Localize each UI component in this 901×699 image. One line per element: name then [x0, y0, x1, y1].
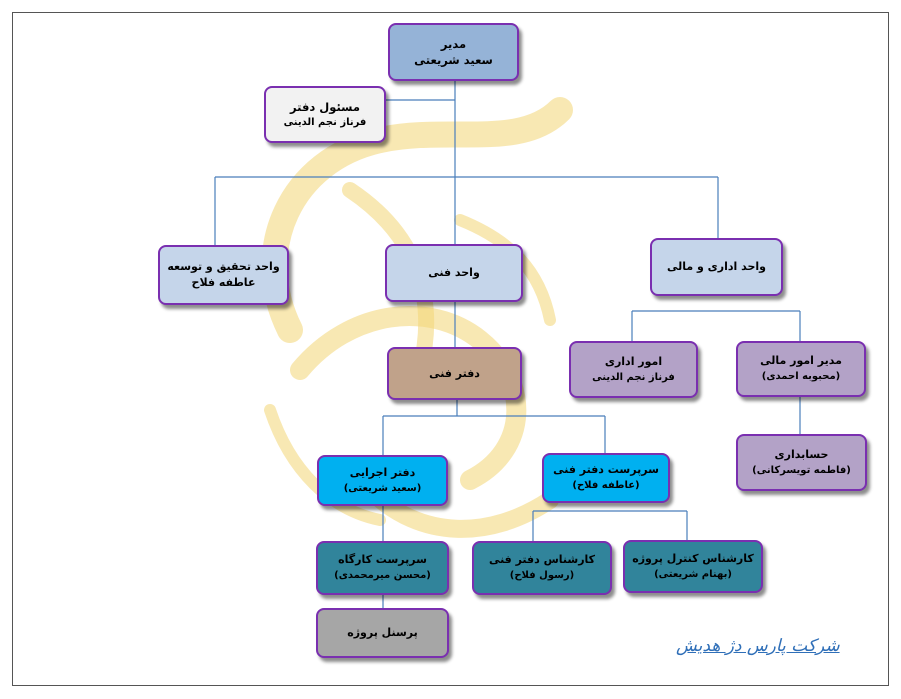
project-control-expert-box	[623, 540, 763, 593]
office-head-box	[264, 86, 386, 143]
finance-manager-title: مدیر امور مالی	[760, 354, 842, 367]
finance-manager-box	[736, 341, 866, 397]
executive-office-name: (سعید شریعتی)	[343, 482, 422, 494]
project-control-expert-title: کارشناس کنترل پروژه	[632, 551, 754, 565]
accounting-box	[736, 434, 867, 491]
admin-affairs-title: امور اداری	[604, 354, 663, 368]
office-head-title: مسئول دفتر	[290, 99, 360, 114]
project-control-expert-name: (بهنام شریعتی)	[654, 568, 732, 580]
company-name: شرکت پارس دژ هدیش	[676, 636, 840, 656]
director-name: سعید شریعتی	[414, 53, 493, 67]
tech-office-box	[387, 347, 522, 400]
accounting-name: (فاطمه تویسرکانی)	[752, 464, 851, 476]
admin-affairs-name: فرناز نجم الدینی	[592, 371, 675, 383]
director-box	[388, 23, 519, 81]
tech-office-expert-box	[472, 541, 612, 595]
technical-unit-box	[385, 244, 523, 302]
rnd-unit-name: عاطفه فلاح	[191, 276, 256, 289]
tech-office-expert-name: (رسول فلاح)	[509, 570, 575, 581]
admin-finance-unit-title: واحد اداری و مالی	[666, 260, 767, 273]
director-title: مدیر	[440, 37, 467, 51]
office-head-name: فرناز نجم الدینی	[283, 116, 367, 128]
site-supervisor-title: سرپرست کارگاه	[338, 553, 427, 566]
site-supervisor-box	[316, 541, 449, 595]
executive-office-box	[317, 455, 448, 506]
site-supervisor-name: (محسن میرمحمدی)	[334, 570, 431, 581]
admin-affairs-box	[569, 341, 698, 398]
rnd-unit-box	[158, 245, 289, 305]
project-personnel-box	[316, 608, 449, 658]
executive-office-title: دفتر اجرایی	[349, 465, 416, 479]
tech-office-expert-title: کارشناس دفتر فنی	[488, 553, 596, 566]
project-personnel-title: پرسنل پروژه	[347, 626, 418, 639]
technical-unit-title: واحد فنی	[428, 266, 480, 279]
tech-office-title: دفتر فنی	[429, 366, 480, 380]
tech-office-supervisor-box	[542, 453, 670, 503]
admin-finance-unit-box	[650, 238, 783, 296]
finance-manager-name: (محبوبه احمدی)	[761, 371, 841, 382]
tech-office-supervisor-name: (عاطفه فلاح)	[572, 480, 640, 491]
tech-office-supervisor-title: سرپرست دفتر فنی	[553, 463, 659, 476]
rnd-unit-title: واحد تحقیق و توسعه	[167, 260, 280, 273]
accounting-title: حسابداری	[774, 447, 829, 461]
